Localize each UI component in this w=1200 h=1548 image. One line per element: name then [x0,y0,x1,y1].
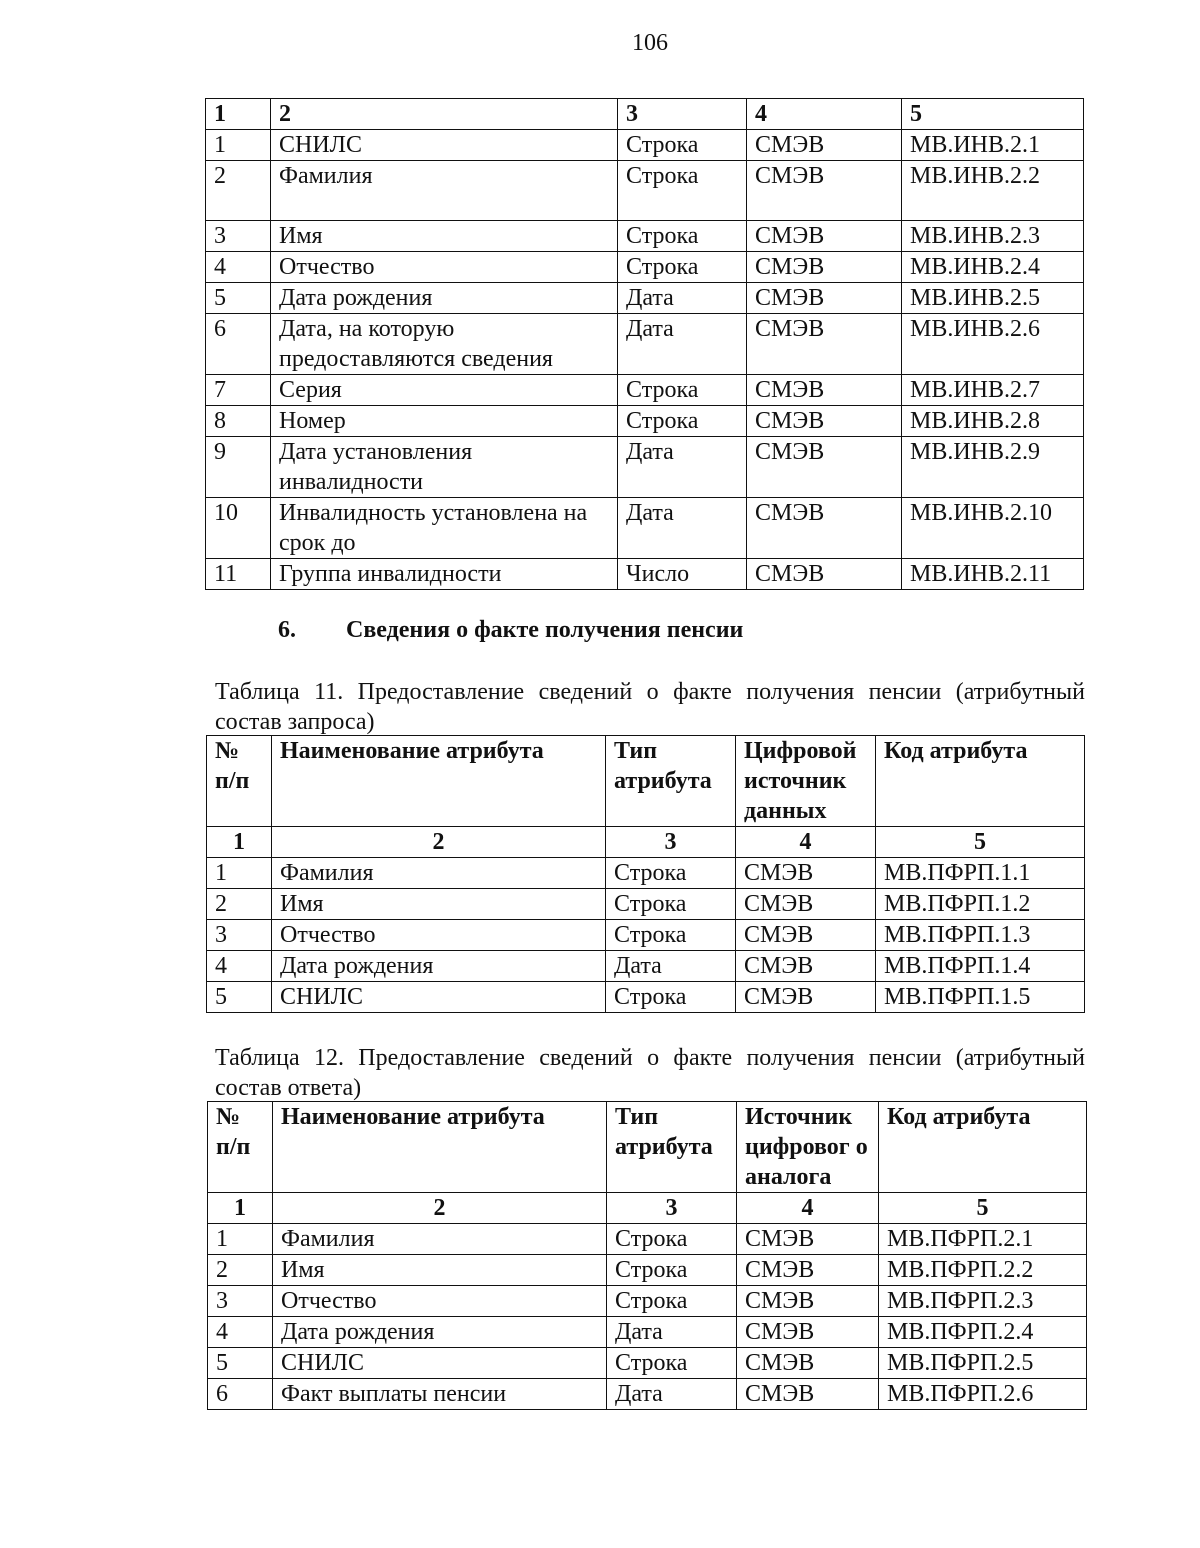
column-number: 3 [606,827,736,858]
attribute-name: Имя [271,221,618,252]
table-row [208,1317,1087,1348]
data-source: СМЭВ [736,982,876,1013]
row-number: 4 [208,1317,273,1348]
attribute-type: Дата [606,951,736,982]
data-source: СМЭВ [747,314,902,375]
attribute-code: МВ.ПФРП.2.5 [879,1348,1087,1379]
attribute-name: Фамилия [272,858,606,889]
column-number: 3 [607,1193,737,1224]
attribute-code: МВ.ПФРП.1.3 [876,920,1085,951]
column-number: 5 [876,827,1085,858]
attribute-code: МВ.ИНВ.2.4 [902,252,1084,283]
attribute-type: Дата [618,437,747,498]
attribute-name: Дата, на которую предоставляются сведения [271,314,618,375]
header-cell: Тип атрибута [606,736,736,827]
table-row [206,221,1084,252]
data-source: СМЭВ [747,161,902,221]
data-source: СМЭВ [737,1348,879,1379]
row-number: 6 [206,314,271,375]
attribute-code: МВ.ИНВ.2.11 [902,559,1084,590]
data-source: СМЭВ [736,858,876,889]
data-source: СМЭВ [747,498,902,559]
attribute-code: МВ.ИНВ.2.5 [902,283,1084,314]
section-heading [278,617,743,644]
row-number: 3 [206,221,271,252]
row-number: 1 [206,130,271,161]
attribute-code: МВ.ИНВ.2.6 [902,314,1084,375]
table-row [208,1348,1087,1379]
attribute-name: Дата рождения [272,951,606,982]
table-row [206,437,1084,498]
attribute-code: МВ.ПФРП.2.4 [879,1317,1087,1348]
attribute-type: Дата [607,1317,737,1348]
row-number: 8 [206,406,271,437]
table12-response-attributes [207,1101,1087,1410]
table-row [206,161,1084,221]
row-number: 9 [206,437,271,498]
column-number: 5 [879,1193,1087,1224]
row-number: 2 [208,1255,273,1286]
column-number-row [207,827,1085,858]
attribute-type: Дата [607,1379,737,1410]
data-source: СМЭВ [747,283,902,314]
header-cell: Код атрибута [879,1102,1087,1193]
table-row [206,498,1084,559]
table-row [206,283,1084,314]
data-source: СМЭВ [737,1255,879,1286]
table-row [207,889,1085,920]
table-row [206,406,1084,437]
table-row [208,1255,1087,1286]
table-row [207,920,1085,951]
column-number-row [208,1193,1087,1224]
attribute-type: Дата [618,498,747,559]
attribute-name: Имя [273,1255,607,1286]
attribute-code: МВ.ИНВ.2.10 [902,498,1084,559]
attribute-type: Число [618,559,747,590]
row-number: 11 [206,559,271,590]
header-cell: № п/п [208,1102,273,1193]
header-cell: Источник цифровог о аналога [737,1102,879,1193]
header-cell: № п/п [207,736,272,827]
table11-request-attributes [206,735,1085,1013]
page-number: 106 [632,30,668,56]
data-source: СМЭВ [747,375,902,406]
continued-attribute-table [205,98,1084,590]
table-row [206,375,1084,406]
header-cell: Тип атрибута [607,1102,737,1193]
attribute-code: МВ.ПФРП.2.2 [879,1255,1087,1286]
data-source: СМЭВ [747,437,902,498]
table-row [207,858,1085,889]
row-number: 4 [206,252,271,283]
attribute-code: МВ.ПФРП.1.5 [876,982,1085,1013]
row-number: 6 [208,1379,273,1410]
attribute-code: МВ.ПФРП.1.2 [876,889,1085,920]
row-number: 5 [206,283,271,314]
table-row [206,130,1084,161]
column-number: 2 [271,99,618,130]
attribute-name: Группа инвалидности [271,559,618,590]
column-number: 1 [208,1193,273,1224]
attribute-code: МВ.ИНВ.2.7 [902,375,1084,406]
column-number: 3 [618,99,747,130]
column-number: 4 [737,1193,879,1224]
table-row [206,252,1084,283]
table-row [208,1379,1087,1410]
data-source: СМЭВ [737,1317,879,1348]
attribute-type: Строка [618,375,747,406]
data-source: СМЭВ [747,221,902,252]
row-number: 7 [206,375,271,406]
data-source: СМЭВ [736,951,876,982]
attribute-type: Строка [618,161,747,221]
attribute-name: Инвалидность установлена на срок до [271,498,618,559]
table11-caption: Таблица 11. Предоставление сведений о факте получения пенсии (атрибутный состав запроса) [215,679,1085,735]
attribute-name: СНИЛС [271,130,618,161]
attribute-type: Строка [607,1224,737,1255]
table-row [208,1286,1087,1317]
attribute-name: Фамилия [273,1224,607,1255]
column-number: 5 [902,99,1084,130]
attribute-code: МВ.ПФРП.2.6 [879,1379,1087,1410]
row-number: 2 [206,161,271,221]
row-number: 3 [207,920,272,951]
attribute-type: Строка [618,221,747,252]
attribute-code: МВ.ПФРП.2.3 [879,1286,1087,1317]
row-number: 10 [206,498,271,559]
attribute-code: МВ.ИНВ.2.8 [902,406,1084,437]
row-number: 4 [207,951,272,982]
attribute-type: Строка [618,252,747,283]
attribute-name: Фамилия [271,161,618,221]
attribute-code: МВ.ИНВ.2.9 [902,437,1084,498]
attribute-type: Дата [618,283,747,314]
attribute-name: Серия [271,375,618,406]
column-number: 2 [272,827,606,858]
data-source: СМЭВ [736,889,876,920]
attribute-code: МВ.ИНВ.2.3 [902,221,1084,252]
data-source: СМЭВ [737,1379,879,1410]
data-source: СМЭВ [747,130,902,161]
column-number: 4 [747,99,902,130]
attribute-code: МВ.ПФРП.1.4 [876,951,1085,982]
attribute-code: МВ.ПФРП.2.1 [879,1224,1087,1255]
data-source: СМЭВ [747,559,902,590]
table12-caption: Таблица 12. Предоставление сведений о факте получения пенсии (атрибутный состав ответа) [215,1045,1085,1101]
table-row [207,982,1085,1013]
column-number: 4 [736,827,876,858]
section-number: 6. [278,617,296,643]
row-number: 1 [208,1224,273,1255]
section-title: Сведения о факте получения пенсии [346,617,744,643]
attribute-name: Отчество [272,920,606,951]
attribute-name: Факт выплаты пенсии [273,1379,607,1410]
attribute-type: Строка [606,982,736,1013]
data-source: СМЭВ [736,920,876,951]
column-number: 2 [273,1193,607,1224]
row-number: 5 [208,1348,273,1379]
attribute-code: МВ.ПФРП.1.1 [876,858,1085,889]
header-cell: Цифровой источник данных [736,736,876,827]
data-source: СМЭВ [747,406,902,437]
column-number-row [206,99,1084,130]
attribute-name: СНИЛС [272,982,606,1013]
attribute-name: Дата рождения [273,1317,607,1348]
table-row [206,314,1084,375]
header-row [208,1102,1087,1193]
attribute-type: Строка [606,858,736,889]
attribute-name: Дата рождения [271,283,618,314]
attribute-code: МВ.ИНВ.2.2 [902,161,1084,221]
data-source: СМЭВ [737,1286,879,1317]
attribute-type: Строка [606,920,736,951]
attribute-code: МВ.ИНВ.2.1 [902,130,1084,161]
attribute-type: Строка [618,406,747,437]
attribute-type: Строка [607,1348,737,1379]
row-number: 3 [208,1286,273,1317]
header-cell: Наименование атрибута [273,1102,607,1193]
attribute-name: Отчество [271,252,618,283]
header-cell: Код атрибута [876,736,1085,827]
attribute-type: Строка [607,1255,737,1286]
attribute-type: Строка [618,130,747,161]
attribute-type: Строка [607,1286,737,1317]
row-number: 5 [207,982,272,1013]
attribute-name: Имя [272,889,606,920]
attribute-name: Дата установления инвалидности [271,437,618,498]
attribute-type: Строка [606,889,736,920]
table-row [208,1224,1087,1255]
data-source: СМЭВ [737,1224,879,1255]
attribute-name: СНИЛС [273,1348,607,1379]
column-number: 1 [206,99,271,130]
row-number: 1 [207,858,272,889]
attribute-name: Отчество [273,1286,607,1317]
table-row [207,951,1085,982]
header-row [207,736,1085,827]
table-row [206,559,1084,590]
attribute-type: Дата [618,314,747,375]
column-number: 1 [207,827,272,858]
attribute-name: Номер [271,406,618,437]
header-cell: Наименование атрибута [272,736,606,827]
row-number: 2 [207,889,272,920]
data-source: СМЭВ [747,252,902,283]
